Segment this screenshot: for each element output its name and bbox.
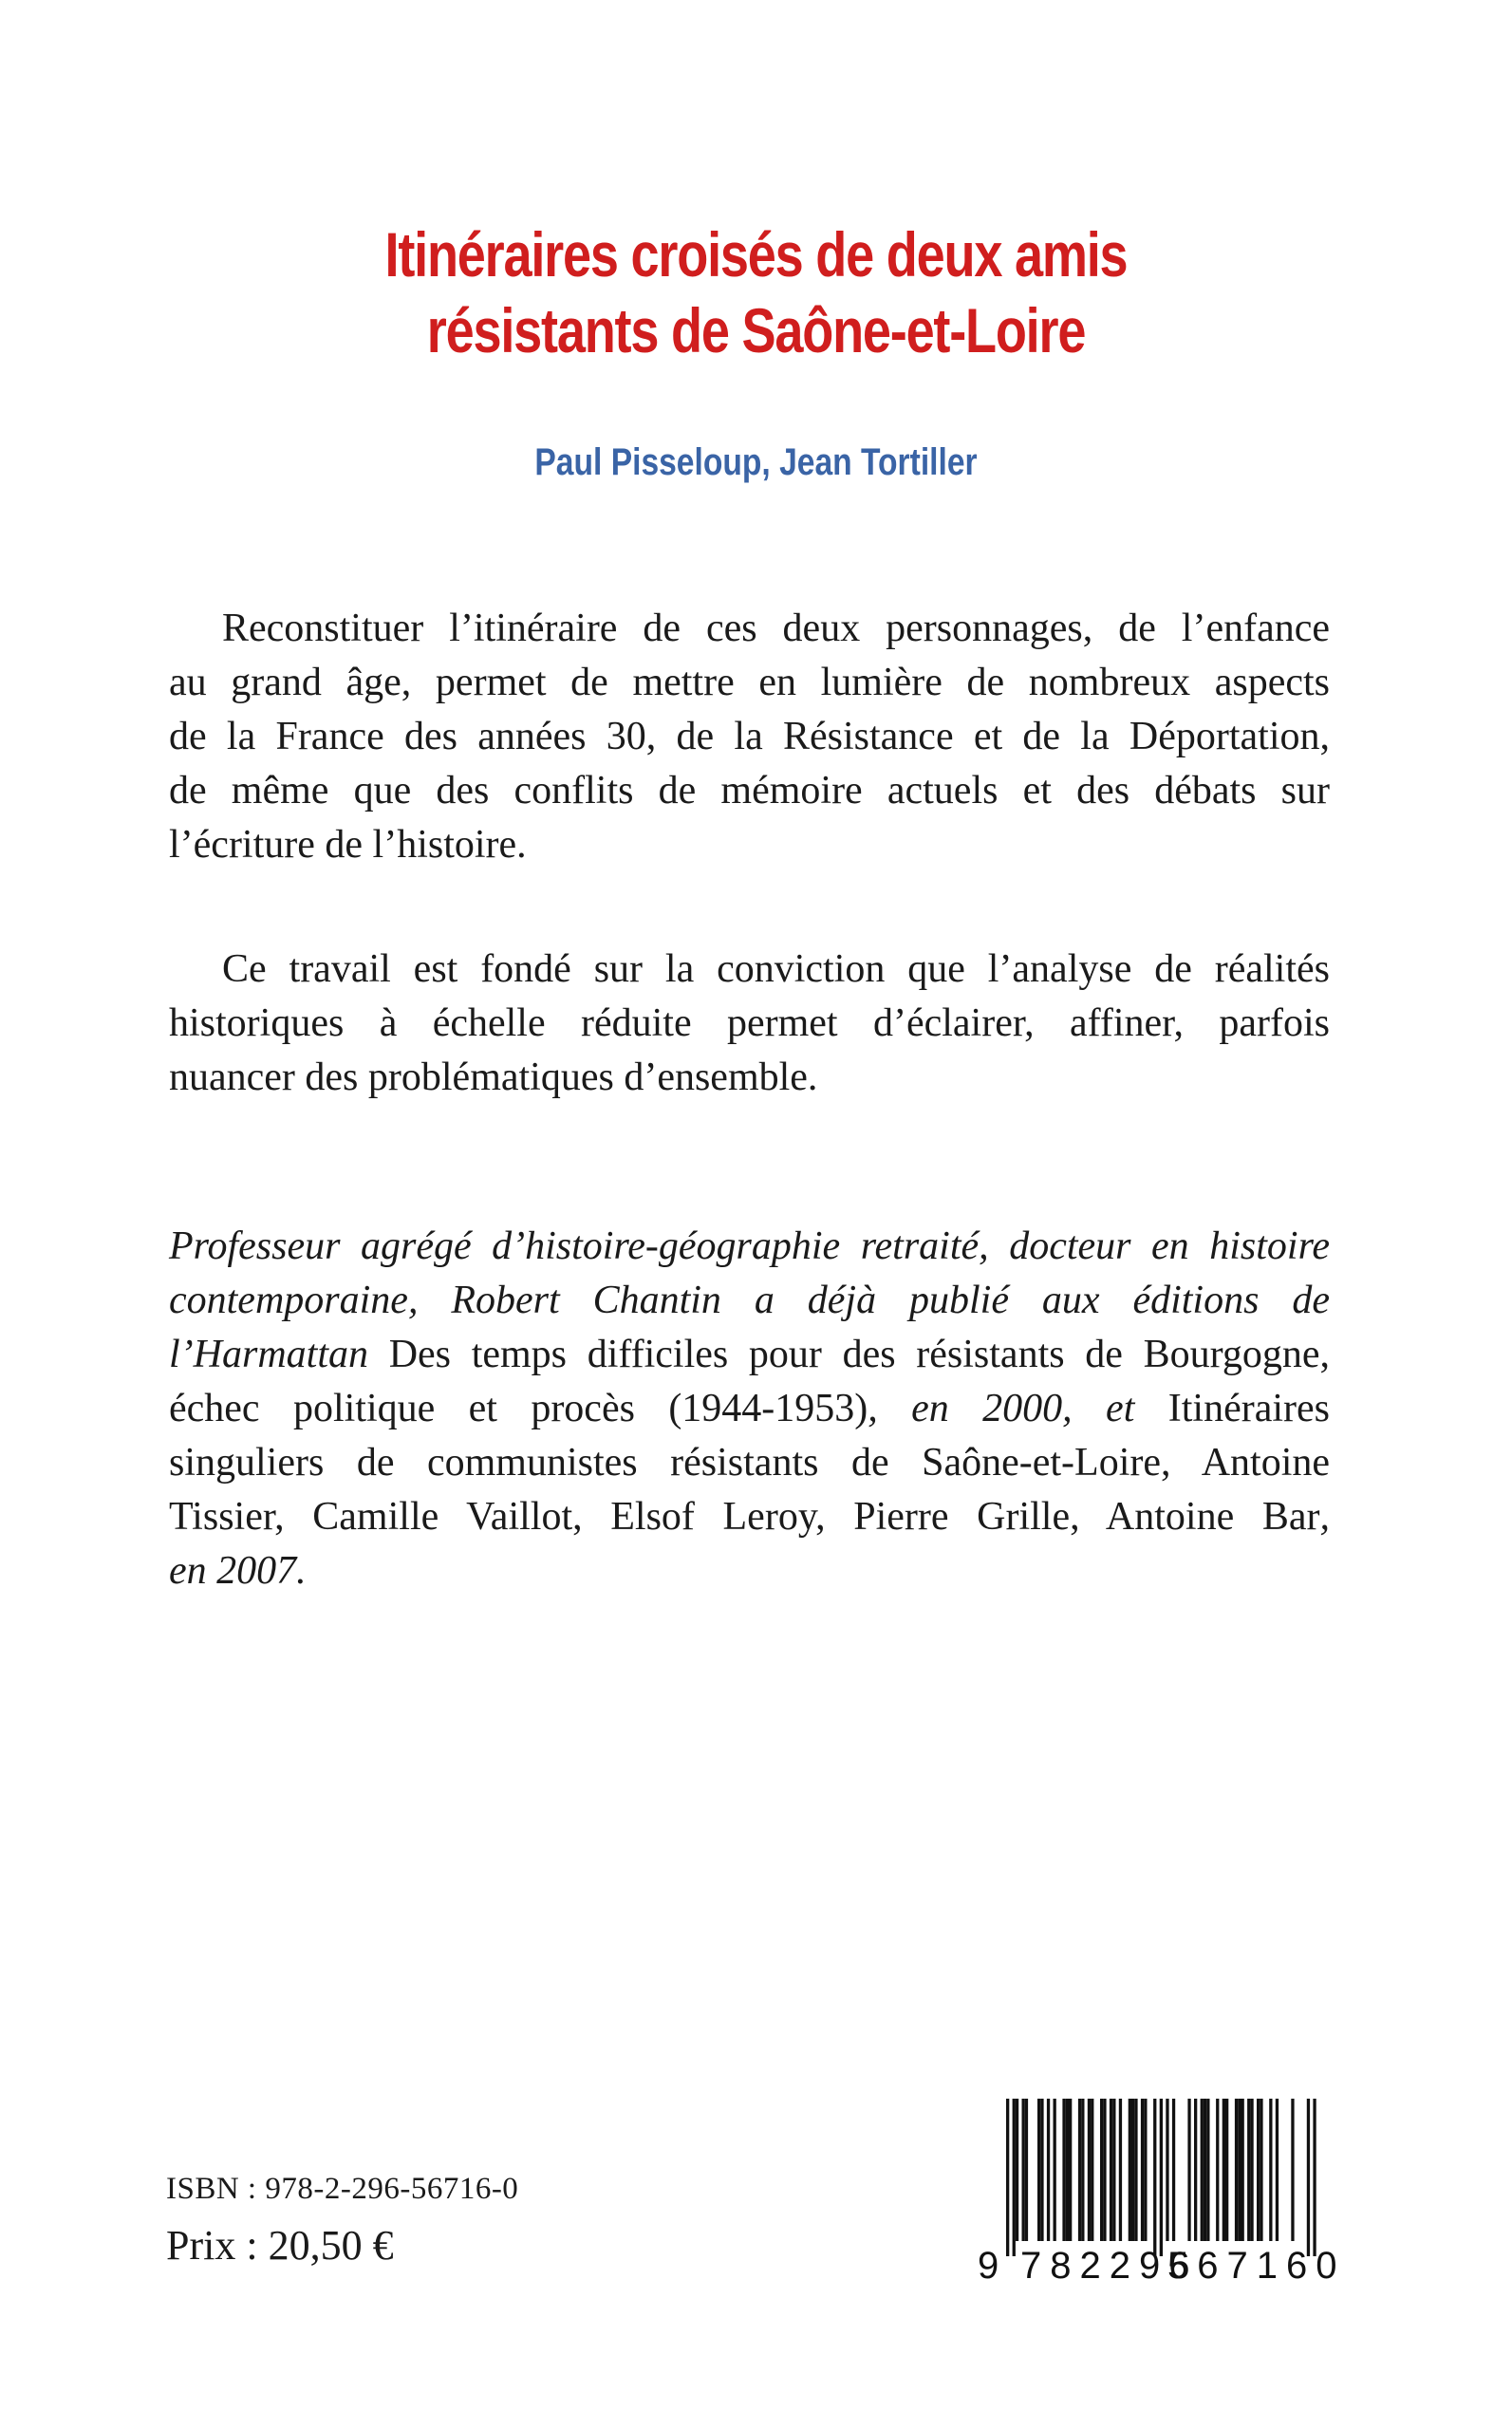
barcode-bar: [1238, 2099, 1241, 2241]
barcode-bar: [1022, 2099, 1025, 2241]
barcode-bar: [1091, 2099, 1093, 2241]
barcode-bar: [1078, 2099, 1081, 2241]
bio-line: Tissier, Camille Vaillot, Elsof Leroy, Pierre Grille, Antoine Bar,: [169, 1495, 1330, 1539]
barcode-bar: [1307, 2099, 1310, 2256]
barcode-bar: [1037, 2099, 1040, 2241]
barcode-bar: [1250, 2099, 1253, 2241]
barcode-bar: [1269, 2099, 1272, 2241]
barcode-bar: [1216, 2099, 1219, 2241]
barcode-bar: [1187, 2099, 1190, 2241]
barcode-bar: [1112, 2099, 1115, 2241]
barcode-bar: [1247, 2099, 1250, 2241]
barcode-bar: [1040, 2099, 1043, 2241]
barcode-bar: [1235, 2099, 1238, 2241]
barcode-bar: [1141, 2099, 1144, 2241]
bio-line: contemporaine, Robert Chantin a déjà publié aux éditions de: [169, 1279, 1330, 1322]
summary-2-line: Ce travail est fondé sur la conviction que l’analyse de réalités: [222, 947, 1330, 991]
summary-1-line: de la France des années 30, de la Résistance et de la Déportation,: [169, 715, 1330, 758]
summary-2-line: nuancer des problématiques d’ensemble.: [169, 1056, 818, 1099]
isbn-label: ISBN : 978-2-296-56716-0: [166, 2172, 519, 2206]
barcode-digit-first: 9: [978, 2245, 1008, 2287]
barcode-bar: [1006, 2099, 1009, 2256]
summary-1-line: Reconstituer l’itinéraire de ces deux personnages, de l’enfance: [222, 607, 1330, 650]
summary-paragraph-2: [169, 943, 1330, 1105]
barcode-bar: [1100, 2099, 1103, 2241]
barcode-bar: [1119, 2099, 1122, 2241]
barcode-bar: [1069, 2099, 1072, 2241]
barcode-bar: [1134, 2099, 1137, 2241]
barcode-bar: [1276, 2099, 1279, 2241]
barcode-bar: [1257, 2099, 1260, 2241]
barcode-bar: [1201, 2099, 1204, 2241]
author-biography: [169, 1220, 1330, 1598]
price-label: Prix : 20,50 €: [166, 2222, 394, 2269]
book-authors: Paul Pisseloup, Jean Tortiller: [534, 441, 978, 483]
barcode-bar: [1204, 2099, 1206, 2241]
bio-line: Professeur agrégé d’histoire-géographie retraité, docteur en histoire: [169, 1224, 1330, 1268]
barcode-bar: [1225, 2099, 1228, 2241]
summary-paragraph-1: [169, 602, 1330, 872]
bio-line: en 2007.: [169, 1549, 307, 1593]
barcode-bar: [1054, 2099, 1056, 2241]
summary-1-line: de même que des conflits de mémoire actuels et des débats sur: [169, 769, 1330, 813]
barcode-bar: [1066, 2099, 1069, 2241]
barcode-bar: [1166, 2099, 1168, 2241]
barcode-bar: [1172, 2099, 1175, 2241]
summary-1-line: l’écriture de l’histoire.: [169, 823, 527, 867]
barcode-digits-left: 782296: [1020, 2245, 1199, 2287]
barcode-bar: [1144, 2099, 1147, 2241]
barcode-bar: [1291, 2099, 1294, 2241]
barcode-bar: [1025, 2099, 1028, 2241]
book-title-line-2: résistants de Saône-et-Loire: [426, 295, 1086, 365]
barcode-bar: [1081, 2099, 1084, 2241]
barcode-bar: [1016, 2099, 1018, 2241]
barcode-bar: [1160, 2099, 1163, 2256]
barcode-bar: [1153, 2099, 1156, 2256]
barcode-bar: [1047, 2099, 1050, 2241]
barcode-bar: [1131, 2099, 1134, 2241]
barcode-bar: [1110, 2099, 1112, 2241]
summary-2-line: historiques à échelle réduite permet d’éclairer, affiner, parfois: [169, 1001, 1330, 1045]
bio-line: singuliers de communistes résistants de Saône-et-Loire, Antoine: [169, 1441, 1330, 1485]
barcode-bar: [1223, 2099, 1225, 2241]
barcode-bar: [1313, 2099, 1316, 2256]
barcode-bar: [1129, 2099, 1131, 2241]
barcode-bar: [1241, 2099, 1244, 2241]
barcode-bar: [1088, 2099, 1091, 2241]
book-title-line-1: Itinéraires croisés de deux amis: [384, 219, 1128, 290]
summary-1-line: au grand âge, permet de mettre en lumière de nombreux aspects: [169, 661, 1330, 704]
barcode-bar: [1062, 2099, 1065, 2241]
barcode-bar: [1194, 2099, 1197, 2241]
bio-line: échec politique et procès (1944-1953), en 2000, et Itinéraires: [169, 1387, 1330, 1430]
barcode-bar: [1260, 2099, 1262, 2241]
barcode-bar: [1013, 2099, 1016, 2256]
barcode-digits-right: 567160: [1167, 2245, 1346, 2287]
bio-line: l’Harmattan Des temps difficiles pour des résistants de Bourgogne,: [169, 1333, 1330, 1376]
barcode-bar: [1103, 2099, 1106, 2241]
barcode-bar: [1206, 2099, 1209, 2241]
